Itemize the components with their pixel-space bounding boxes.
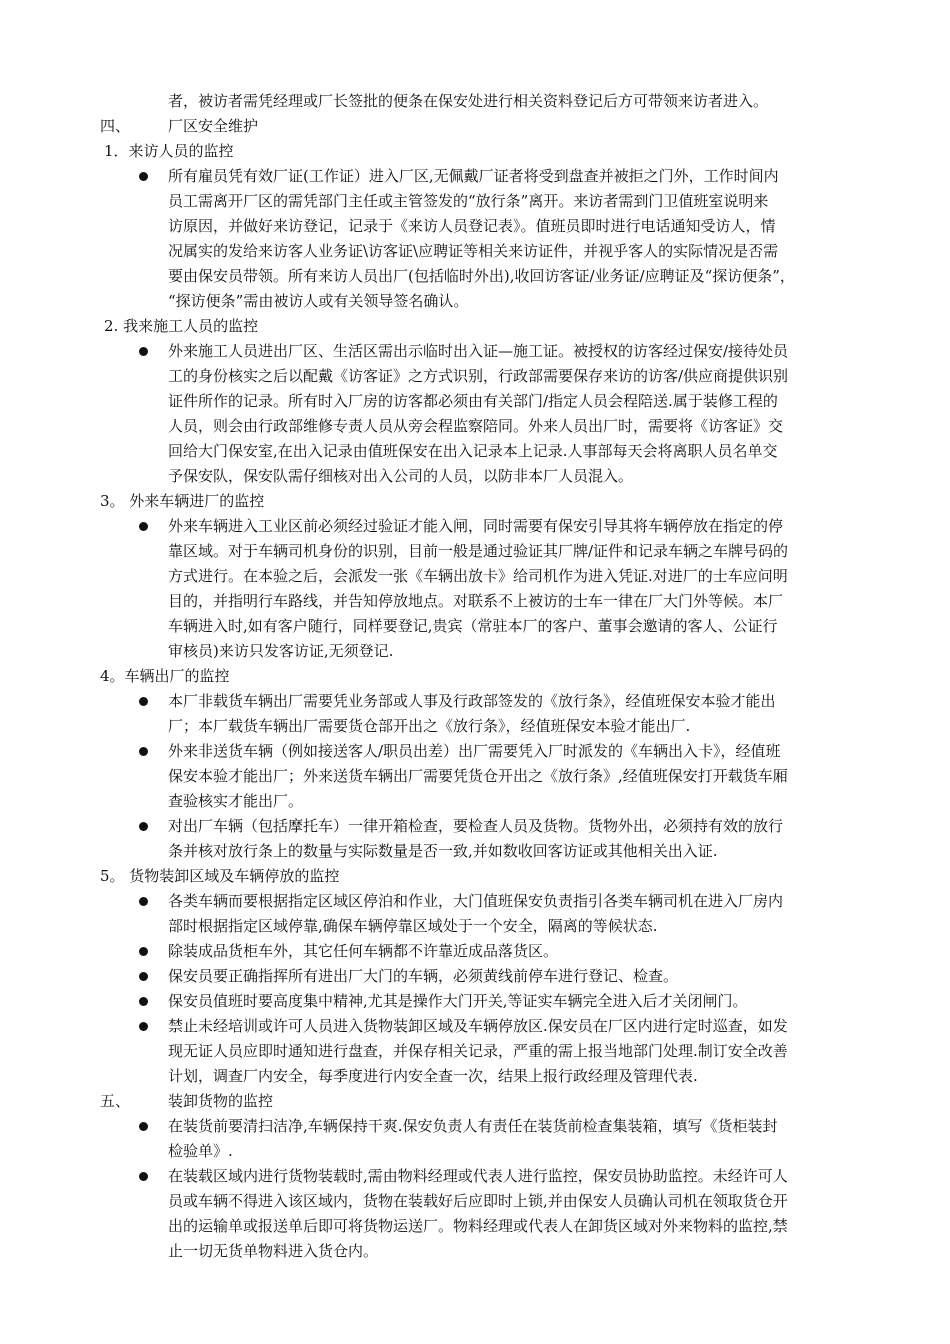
paragraph-line: 计划，调查厂内安全，每季度进行内安全查一次，结果上报行政经理及管理代表. — [168, 1067, 698, 1085]
section-number: 四、 — [100, 117, 131, 135]
list-item — [100, 989, 870, 1014]
paragraph-line: 予保安队，保安队需仔细核对出入公司的人员，以防非本厂人员混入。 — [168, 467, 634, 485]
subsection-title: 4。车辆出厂的监控 — [100, 667, 230, 685]
bullet-icon — [100, 689, 168, 739]
paragraph-line: 外来车辆进入工业区前必须经过验证才能入闸，同时需要有保安引导其将车辆停放在指定的停 — [168, 517, 784, 535]
paragraph-line: 查验核实才能出厂。 — [168, 792, 304, 810]
subsection-title: 5。 货物装卸区域及车辆停放的监控 — [100, 867, 340, 885]
paragraph-line: 外来非送货车辆（例如接送客人/职员出差）出厂需要凭入厂时派发的《车辆出入卡》，经值班 — [168, 742, 781, 760]
section-heading — [100, 114, 870, 139]
bullet-icon — [100, 1164, 168, 1264]
paragraph-line: 审核员)来访只发客访证,无须登记. — [168, 642, 394, 660]
paragraph-line: “探访便条”需由被访人或有关领导签名确认。 — [168, 292, 469, 310]
list-item — [100, 814, 870, 864]
list-item — [100, 939, 870, 964]
list-item — [100, 1114, 870, 1164]
paragraph-line: 现无证人员应即时通知进行盘查，并保存相关记录，严重的需上报当地部门处理.制订安全改善 — [168, 1042, 788, 1060]
paragraph-line: 方式进行。在本验之后，会派发一张《车辆出放卡》给司机作为进入凭证.对进厂的士车应问明 — [168, 567, 788, 585]
section-title: 厂区安全维护 — [168, 117, 259, 135]
list-item — [100, 514, 870, 664]
paragraph-line: 保安本验才能出厂；外来送货车辆出厂需要凭货仓开出之《放行条》,经值班保安打开载货车厢 — [168, 767, 788, 785]
paragraph-line: 部时根据指定区域停靠,确保车辆停靠区域处于一个安全，隔离的等候状态. — [168, 917, 658, 935]
section-heading — [100, 1089, 870, 1114]
bullet-icon — [100, 989, 168, 1014]
paragraph-line: 证件所作的记录。所有时入厂房的访客都必须由有关部门/指定人员会程陪送.属于装修工程的 — [168, 392, 778, 410]
subsection-title: 3。 外来车辆进厂的监控 — [100, 492, 265, 510]
paragraph-line: 况属实的发给来访客人业务证\访客证\应聘证等相关来访证件，并视乎客人的实际情况是否需 — [168, 242, 779, 260]
paragraph-line: 所有雇员凭有效厂证(工作证）进入厂区,无佩戴厂证者将受到盘查并被拒之门外，工作时间内 — [168, 167, 779, 185]
paragraph-line: 目的，并指明行车路线，并告知停放地点。对联系不上被访的士车一律在厂大门外等候。本厂 — [168, 592, 784, 610]
list-item — [100, 164, 870, 314]
paragraph-line: 出的运输单或报送单后即可将货物运送厂。物料经理或代表人在卸货区域对外来物料的监控,禁 — [168, 1217, 788, 1235]
section-title: 装卸货物的监控 — [168, 1092, 274, 1110]
paragraph-line: 止一切无货单物料进入货仓内。 — [168, 1242, 379, 1260]
subsection-title: 1．来访人员的监控 — [104, 142, 234, 160]
paragraph-line: 各类车辆而要根据指定区域区停泊和作业，大门值班保安负责指引各类车辆司机在进入厂房内 — [168, 892, 784, 910]
list-item — [100, 1164, 870, 1264]
section-number: 五、 — [100, 1092, 131, 1110]
paragraph-line: 检验单》. — [168, 1142, 233, 1160]
paragraph-line: 保安员值班时要高度集中精神,尤其是操作大门开关,等证实车辆完全进入后才关闭闸门。 — [168, 992, 748, 1010]
paragraph-line: 外来施工人员进出厂区、生活区需出示临时出入证—施工证。被授权的访客经过保安/接待处员 — [168, 342, 789, 360]
paragraph-line: 保安员要正确指挥所有进出厂大门的车辆，必须黄线前停车进行登记、检查。 — [168, 967, 679, 985]
bullet-icon — [100, 889, 168, 939]
paragraph-line: 访原因，并做好来访登记，记录于《来访人员登记表》。值班员即时进行电话通知受访人，情 — [168, 217, 776, 235]
paragraph-line: 车辆进入时,如有客户随行，同样要登记,贵宾（常驻本厂的客户、董事会邀请的客人、公证行 — [168, 617, 778, 635]
paragraph-line: 在装货前要清扫洁净,车辆保持干爽.保安负责人有责任在装货前检查集装箱，填写《货柜装封 — [168, 1117, 778, 1135]
list-item — [100, 739, 870, 814]
paragraph-line: 员工需离开厂区的需凭部门主任或主管签发的“放行条”离开。来访者需到门卫值班室说明来 — [168, 192, 769, 210]
paragraph-line: 除装成品货柜车外，其它任何车辆都不许靠近成品落货区。 — [168, 942, 559, 960]
bullet-icon — [100, 964, 168, 989]
paragraph-line: 本厂非载货车辆出厂需要凭业务部或人事及行政部签发的《放行条》，经值班保安本验才能出 — [168, 692, 776, 710]
paragraph-line: 靠区域。对于车辆司机身份的识别，目前一般是通过验证其厂牌/证件和记录车辆之车牌号码的 — [168, 542, 789, 560]
list-item — [100, 964, 870, 989]
bullet-icon — [100, 164, 168, 314]
subsection-title: 2. 我来施工人员的监控 — [104, 317, 259, 335]
paragraph-line: 禁止未经培训或许可人员进入货物装卸区域及车辆停放区.保安员在厂区内进行定时巡查，如发 — [168, 1017, 788, 1035]
paragraph-line: 要由保安员带领。所有来访人员出厂(包括临时外出),收回访客证/业务证/应聘证及“探访便条”， — [168, 267, 795, 285]
paragraph-line: 在装载区域内进行货物装载时,需由物料经理或代表人进行监控，保安员协助监控。未经许可人 — [168, 1167, 788, 1185]
paragraph-line: 员或车辆不得进入该区域内，货物在装载好后应即时上锁,并由保安人员确认司机在领取货仓开 — [168, 1192, 788, 1210]
bullet-icon — [100, 1114, 168, 1164]
bullet-icon — [100, 814, 168, 864]
paragraph-line: 厂；本厂载货车辆出厂需要货仓部开出之《放行条》，经值班保安本验才能出厂. — [168, 717, 691, 735]
bullet-icon — [100, 939, 168, 964]
intro-line: 者，被访者需凭经理或厂长签批的便条在保安处进行相关资料登记后方可带领来访者进入。 — [168, 92, 769, 110]
paragraph-line: 条并核对放行条上的数量与实际数量是否一致,并如数收回客访证或其他相关出入证. — [168, 842, 718, 860]
list-item — [100, 689, 870, 739]
bullet-icon — [100, 514, 168, 664]
list-item — [100, 339, 870, 489]
list-item — [100, 1014, 870, 1089]
paragraph-line: 人员，则会由行政部维修专责人员从旁会程监察陪同。外来人员出厂时，需要将《访客证》交 — [168, 417, 784, 435]
paragraph-line: 对出厂车辆（包括摩托车）一律开箱检查，要检查人员及货物。货物外出，必须持有效的放行 — [168, 817, 784, 835]
bullet-icon — [100, 739, 168, 814]
paragraph-line: 回给大门保安室,在出入记录由值班保安在出入记录本上记录.人事部每天会将离职人员名单交 — [168, 442, 778, 460]
bullet-icon — [100, 1014, 168, 1089]
paragraph-line: 工的身份核实之后以配戴《访客证》之方式识别，行政部需要保存来访的访客/供应商提供识别 — [168, 367, 789, 385]
list-item — [100, 889, 870, 939]
bullet-icon — [100, 339, 168, 489]
